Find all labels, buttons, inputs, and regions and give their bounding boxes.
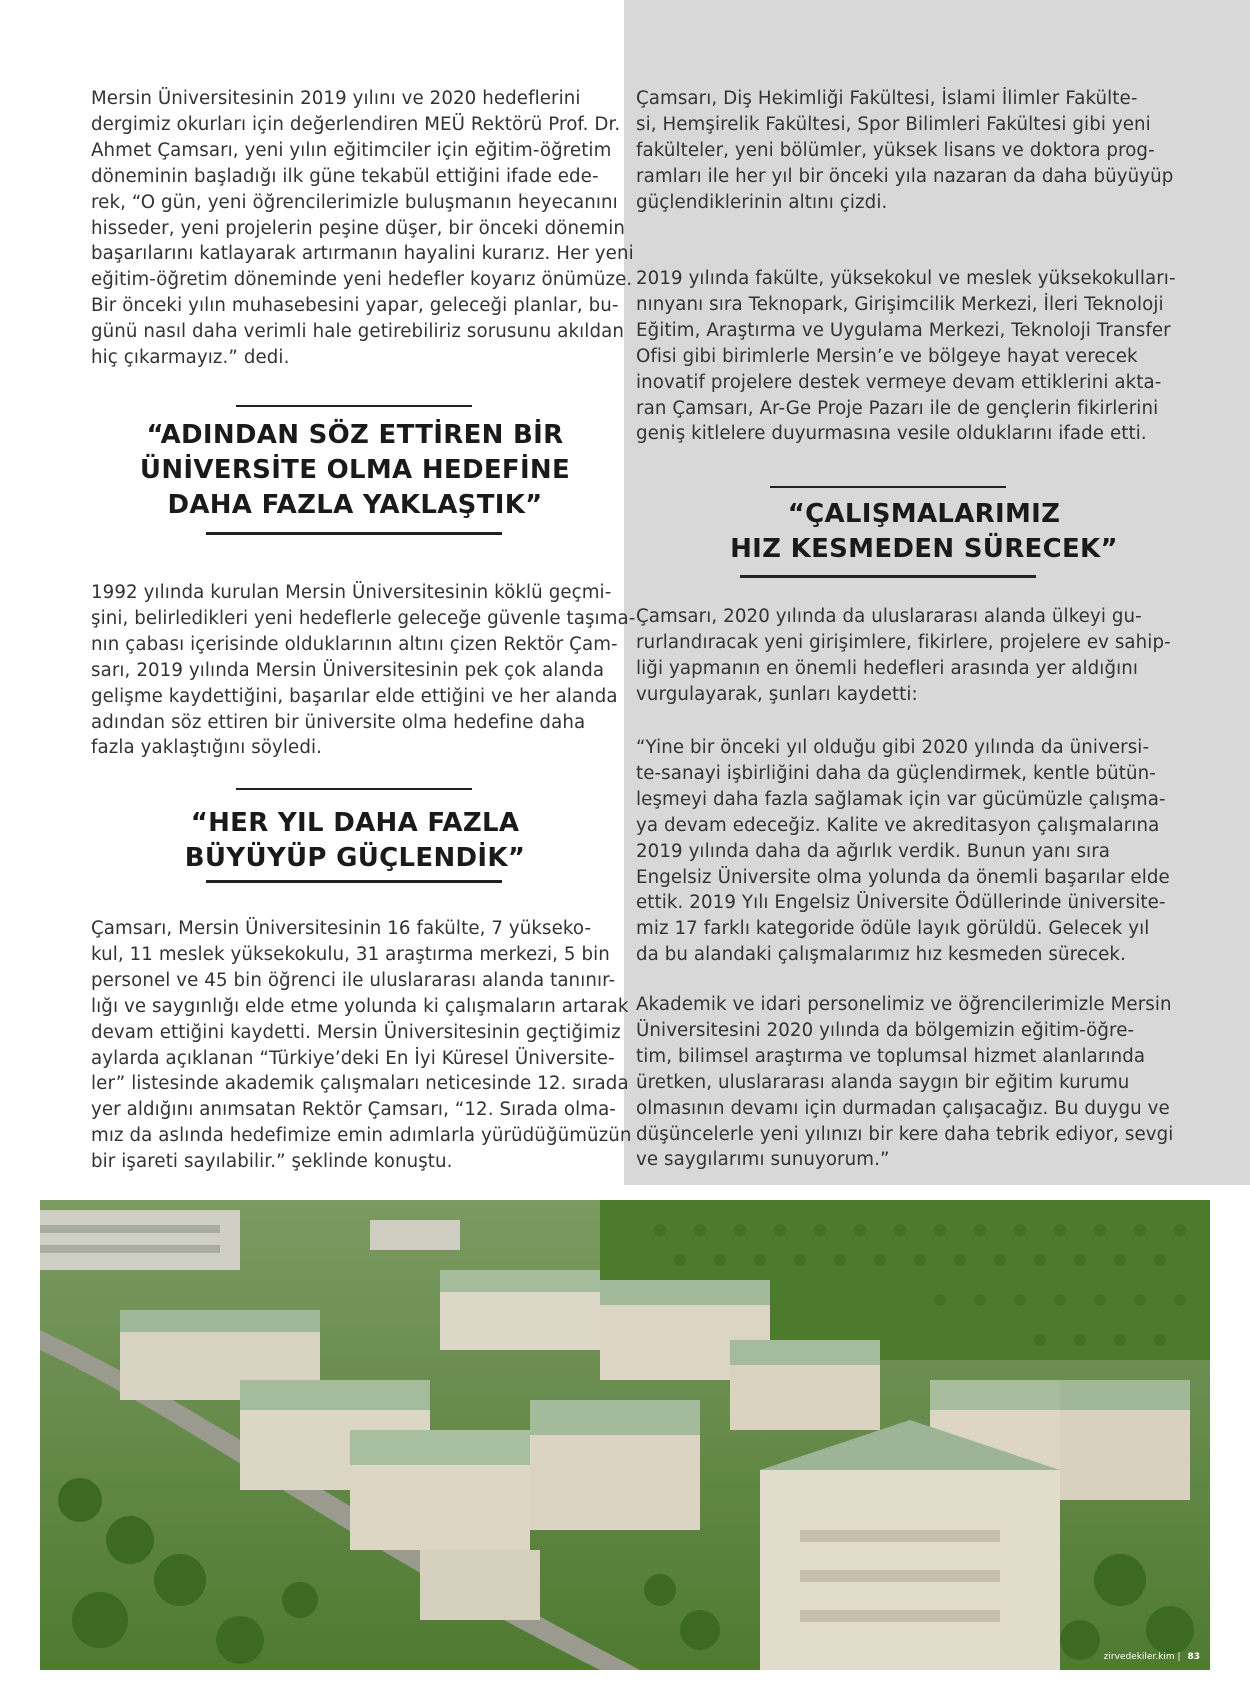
text-line: Mersin Üniversitesinin 2019 yılını ve 2020 hedeflerini [91,88,581,109]
text-line: “ÇALIŞMALARIMIZ [787,499,1061,529]
section-heading-2 [92,806,618,876]
paragraph-growth [91,916,632,1175]
text-line: Çamsarı, Diş Hekimliği Fakültesi, İslami İlimler Fakülte- [636,88,1138,109]
text-line: lığı ve saygınlığı elde etme yolunda ki çalışmaların artarak [91,995,629,1017]
heading-rule-top [236,788,472,790]
paragraph-quote [636,735,1170,968]
text-line: güçlendiklerinin altını çizdi. [636,191,888,213]
text-line: DAHA FAZLA YAKLAŞTIK” [167,490,543,520]
text-line: fazla yaklaştığını söyledi. [91,737,323,759]
paragraph-closing [636,992,1173,1173]
paragraph-faculties [636,86,1173,216]
text-line: personel ve 45 bin öğrenci ile uluslararası alanda tanınır- [91,969,616,991]
heading-rule-bottom [206,880,502,883]
text-line: rurlandıracak yeni girişimlere, fikirlere, projelere ev sahip- [636,631,1171,653]
text-line: günü nasıl daha verimli hale getirebiliriz sorusunu akıldan [91,321,624,343]
text-line: üretken, uluslararası alanda saygın bir eğitim kurumu [636,1071,1130,1093]
text-line: bir işareti sayılabilir.” şeklinde konuştu. [91,1151,453,1173]
paragraph-technopark [636,266,1176,447]
heading-rule-bottom [206,532,502,535]
text-line: da bu alandaki çalışmalarımız hız kesmeden sürecek. [636,944,1126,966]
heading-rule-top [236,405,472,407]
text-line: Akademik ve idari personelimiz ve öğrencilerimizle Mersin [636,994,1172,1015]
text-line: Bir önceki yılın muhasebesini yapar, geleceği planlar, bu- [91,295,619,317]
text-line: nınyanı sıra Teknopark, Girişimcilik Merkezi, İleri Teknoloji [636,293,1164,315]
text-line: kul, 11 meslek yüksekokulu, 31 araştırma merkezi, 5 bin [91,943,610,965]
heading-rule-bottom [740,575,1036,578]
paragraph-initiatives [636,604,1171,708]
text-line: 1992 yılında kurulan Mersin Üniversitesinin köklü geçmi- [91,582,612,603]
text-line: BÜYÜYÜP GÜÇLENDİK” [184,843,526,873]
text-line: “ADINDAN SÖZ ETTİREN BİR [146,420,564,450]
text-line: Ahmet Çamsarı, yeni yılın eğitimciler için eğitim-öğretim [91,139,612,161]
text-line: tim, bilimsel araştırma ve toplumsal hizmet alanlarında [636,1045,1146,1067]
text-line: mız da aslında hedefimize emin adımlarla yürüdüğümüzün [91,1125,632,1147]
text-line: vurgulayarak, şunları kaydetti: [636,683,918,705]
text-line: Ofisi gibi birimlerle Mersin’e ve bölgeye hayat verecek [636,345,1138,367]
text-line: gelişme kaydettiğini, başarılar elde ettiğini ve her alanda [91,685,618,707]
text-line: rek, “O gün, yeni öğrencilerimizle buluşmanın heyecanını [91,191,618,213]
text-line: aylarda açıklanan “Türkiye’deki En İyi Küresel Üniversite- [91,1047,615,1069]
text-line: adından söz ettiren bir üniversite olma hedefine daha [91,711,586,733]
intro-paragraph [91,86,634,371]
footer-separator: | [1177,1652,1181,1662]
text-line: döneminin başladığı ilk güne tekabül ettiğini ifade ede- [91,165,599,187]
text-line: geniş kitlelere duyurmasına vesile olduklarını ifade etti. [636,423,1147,445]
text-line: leşmeyi daha fazla sağlamak için var gücümüzle çalışma- [636,788,1166,810]
text-line: “Yine bir önceki yıl olduğu gibi 2020 yılında da üniversi- [636,737,1150,758]
text-line: si, Hemşirelik Fakültesi, Spor Bilimleri Fakültesi gibi yeni [636,113,1151,135]
text-line: inovatif projelere destek vermeye devam ettiklerini akta- [636,371,1162,393]
text-line: Çamsarı, Mersin Üniversitesinin 16 fakülte, 7 yükseko- [91,918,592,939]
text-line: 2019 yılında daha da ağırlık verdik. Bunun yanı sıra [636,840,1111,862]
text-line: başarılarını katlayarak artırmanın hayalini kurarız. Her yeni [91,243,634,265]
text-line: Çamsarı, 2020 yılında da uluslararası alanda ülkeyi gu- [636,606,1142,627]
paragraph-history [91,580,635,761]
text-line: Üniversitesini 2020 yılında da bölgemizin eğitim-öğre- [636,1019,1135,1041]
text-line: ya devam edeceğiz. Kalite ve akreditasyon çalışmalarına [636,814,1160,836]
text-line: liği yapmanın en önemli hedefleri arasında yer aldığını [636,657,1139,679]
text-line: ramları ile her yıl bir önceki yıla nazaran da daha büyüyüp [636,165,1174,187]
text-line: ran Çamsarı, Ar-Ge Proje Pazarı ile de gençlerin fikirlerini [636,397,1159,419]
text-line: ler” listesinde akademik çalışmaları neticesinde 12. sırada [91,1073,629,1095]
text-line: Eğitim, Araştırma ve Uygulama Merkezi, Teknoloji Transfer [636,319,1171,341]
text-line: ettik. 2019 Yılı Engelsiz Üniversite Ödüllerinde üniversite- [636,892,1166,914]
page-number: 83 [1187,1652,1200,1662]
text-line: “HER YIL DAHA FAZLA [190,808,520,838]
text-line: ÜNİVERSİTE OLMA HEDEFİNE [139,455,571,485]
text-line: devam ettiğini kaydetti. Mersin Üniversitesinin geçtiğimiz [91,1021,621,1043]
text-line: miz 17 farklı kategoride ödüle layık görüldü. Gelecek yıl [636,918,1150,940]
text-line: olmasının devamı için durmadan çalışacağız. Bu duygu ve [636,1097,1170,1119]
page-footer [1104,1652,1200,1662]
campus-aerial-photo [40,1200,1210,1670]
text-line: hiç çıkarmayız.” dedi. [91,347,290,369]
text-line: 2019 yılında fakülte, yüksekokul ve meslek yüksekokulları- [636,268,1176,289]
text-line: hisseder, yeni projelerin peşine düşer, bir önceki dönemin [91,217,625,239]
text-line: nın çabası içerisinde olduklarının altını çizen Rektör Çam- [91,633,618,655]
heading-rule-top [770,486,1006,488]
footer-site: zirvedekiler.kim [1103,1652,1175,1662]
text-line: HIZ KESMEDEN SÜRECEK” [730,534,1118,564]
section-heading-3 [636,497,1212,567]
text-line: ve saygılarımı sunuyorum.” [636,1149,890,1171]
text-line: şini, belirledikleri yeni hedeflerle geleceğe güvenle taşıma- [91,607,636,629]
text-line: fakülteler, yeni bölümler, yüksek lisans ve doktora prog- [636,139,1155,161]
text-line: yer aldığını anımsatan Rektör Çamsarı, “12. Sırada olma- [91,1099,616,1121]
text-line: te-sanayi işbirliğini daha da güçlendirmek, kentle bütün- [636,762,1156,784]
text-line: dergimiz okurları için değerlendiren MEÜ Rektörü Prof. Dr. [91,113,621,135]
text-line: sarı, 2019 yılında Mersin Üniversitesinin pek çok alanda [91,659,605,681]
text-line: Engelsiz Üniversite olma yolunda da önemli başarılar elde [636,866,1170,888]
text-line: eğitim-öğretim döneminde yeni hedefler koyarız önümüze. [91,269,633,291]
text-line: düşüncelerle yeni yılınızı bir kere daha tebrik ediyor, sevgi [636,1123,1174,1145]
section-heading-1 [92,418,618,523]
